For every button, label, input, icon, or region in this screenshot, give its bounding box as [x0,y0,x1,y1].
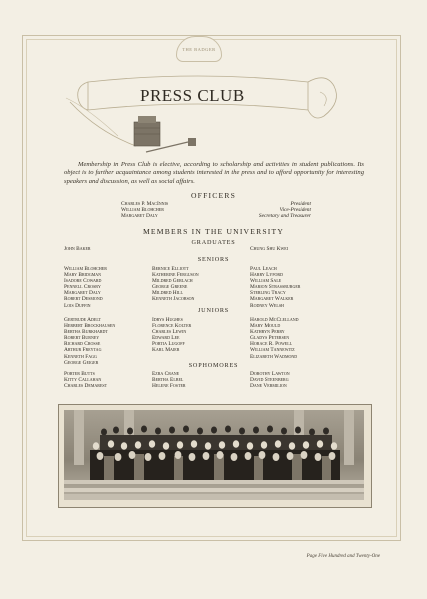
graduates-heading: GRADUATES [191,239,236,246]
member-name: Portia Lugoff [152,341,185,348]
member-name: Mary Mould [250,323,281,330]
member-name: Edward Lee [152,335,180,342]
seniors-col-2 [152,266,199,303]
member-name: Elizabeth Wadmond [250,353,298,360]
juniors-col-1 [64,317,115,366]
officer-name: William Blohcher [121,207,164,214]
sophomores-col-3 [250,371,290,389]
member-name: Paul Leach [250,266,277,272]
member-name: George Greene [152,284,188,291]
member-name: John Baker [64,246,91,252]
officer-row [121,213,311,219]
juniors-heading: JUNIORS [197,307,230,314]
member-name: William Tannewitz [250,347,295,354]
member-name: Gladys Petersen [250,335,290,342]
member-name: Margaret Daly [64,290,101,297]
member-name: Charles Demarest [64,383,108,390]
member-name: Ezra Crane [152,371,180,377]
graduates-col-1 [64,246,91,252]
member-name: Kathryn Perry [250,329,285,336]
officers-list [121,201,311,220]
member-name: Robert Burney [64,335,100,342]
member-name: Margaret Walker [250,296,294,303]
member-name: William Sale [250,278,282,285]
member-name: Kenneth Jacobson [152,296,195,303]
member-name: Mildred Hill [152,290,183,297]
graduates-col-2 [250,246,288,252]
member-name: Charles Lewin [152,329,187,336]
member-name: Kenneth Fagg [64,353,97,360]
officer-name: Margaret Daly [121,213,158,220]
page-title: PRESS CLUB [140,86,245,105]
member-name: Isadore Coward [64,278,102,285]
member-name: Bertha Elbel [152,377,184,384]
officers-heading: OFFICERS [190,191,237,200]
member-name: Chung Shu Kwei [250,246,289,252]
member-name: Helene Foster [152,383,186,390]
member-name: Bertha Burkhardt [64,329,108,336]
members-heading: MEMBERS IN THE UNIVERSITY [142,227,285,236]
member-name: Rodney Welsh [250,302,284,309]
member-name: Idrys Hughes [152,317,183,323]
member-name: Porter Butts [64,371,95,377]
member-name: Harry Lyford [250,272,283,279]
intro-paragraph: Membership in Press Club is elective, according to scholarship and activities in student publications. Its object is to further acquaintance among students interested in the press and to afford opportunity for interesting speakers and discussion, as well as social affairs. [64,161,364,185]
member-name: George Geiger [64,359,99,366]
member-name: Harold McClelland [250,317,299,323]
member-name: Bernice Elliott [152,266,189,272]
seniors-col-3 [250,266,300,309]
juniors-col-3 [250,317,299,360]
member-name: Arthur Freytag [64,347,102,354]
member-name: Karl Maier [152,347,180,354]
juniors-col-2 [152,317,191,354]
group-photo [64,410,364,500]
seniors-heading: SENIORS [197,256,230,263]
member-name: Gertrude Adelt [64,317,101,323]
page-folio: Page Five Hundred and Twenty-One [306,554,380,559]
member-name: Mary Bridgman [64,272,102,279]
member-name: Robert Desmond [64,296,103,303]
member-name: Katherine Ferguson [152,272,199,279]
member-name: Sterling Tracy [250,290,286,297]
seniors-col-1 [64,266,107,309]
member-name: Mildred Gerlach [152,278,193,285]
scroll-banner-illustration [58,62,348,158]
sophomores-heading: SOPHOMORES [188,362,239,369]
officer-name: Charles P. MacInnis [121,201,169,207]
member-name: Lois Duffin [64,302,91,309]
sophomores-col-2 [152,371,186,389]
member-name: Marion Strassburger [250,284,301,291]
badger-logo: THE BADGER [176,36,222,62]
member-name: Horace R. Powell [250,341,293,348]
officer-role: Secretary and Treasurer [258,213,311,220]
member-name: William Blohcher [64,266,107,272]
member-name: Dane Vermilion [250,383,287,390]
member-name: Pennell Crosby [64,284,101,291]
officer-role: President [290,201,311,207]
member-name: Richard Crosse [64,341,101,348]
member-name: Herbert Brockhausen [64,323,116,330]
member-name: David Steenberg [250,377,289,384]
sophomores-col-1 [64,371,107,389]
officer-role: Vice-President [279,207,311,214]
member-name: Kitty Callahan [64,377,102,384]
member-name: Dorothy Lawton [250,371,290,377]
member-name: Florence Kolter [152,323,192,330]
